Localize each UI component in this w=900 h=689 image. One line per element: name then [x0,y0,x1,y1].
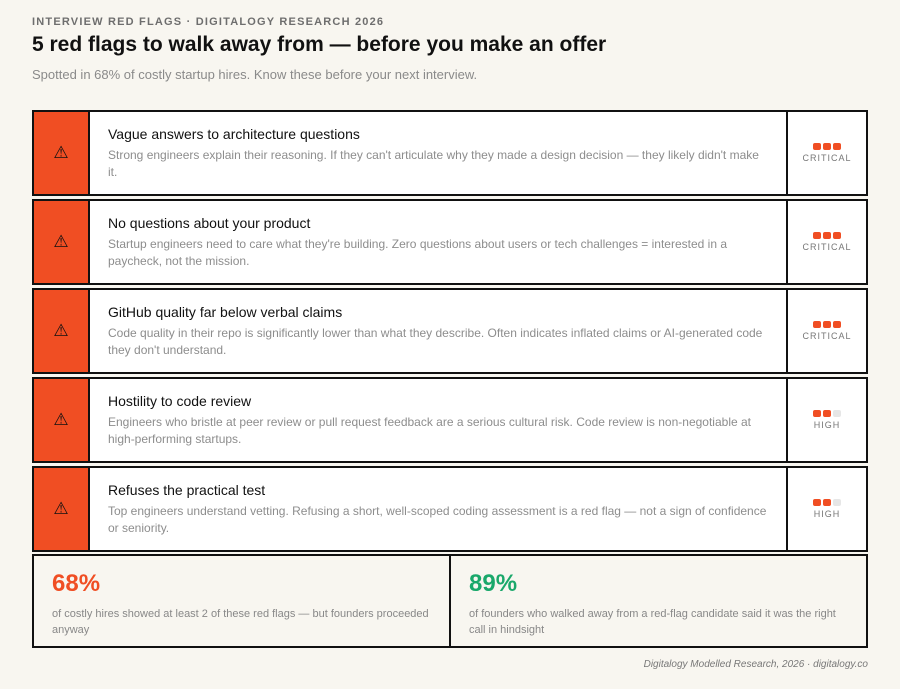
severity-label: HIGH [813,509,841,519]
severity-dot [833,499,841,506]
severity-dot [833,143,841,150]
flag-content [90,290,788,372]
flag-title: Refuses the practical test [108,482,266,498]
severity-dots [813,410,841,417]
severity-dot [823,410,831,417]
eyebrow: INTERVIEW RED FLAGS · DIGITALOGY RESEARCH 2026 [32,16,385,28]
severity-dot [823,143,831,150]
severity-dot [813,232,821,239]
severity-dot [833,321,841,328]
flag-description: Top engineers understand vetting. Refusing a short, well-scoped coding assessment is a red flag — not a sign of confidence or seniority. [108,504,767,535]
severity-dot [813,410,821,417]
warning-icon: ⚠ [34,468,90,550]
warning-icon: ⚠ [34,112,90,194]
severity-indicator [788,112,866,194]
severity-dot [823,499,831,506]
severity-label: CRITICAL [802,331,852,341]
severity-dot [813,321,821,328]
stat-description: of founders who walked away from a red-flag candidate said it was the right call in hindsight [469,608,836,636]
severity-indicator [788,290,866,372]
stat-description: of costly hires showed at least 2 of these red flags — but founders proceeded anyway [52,608,429,636]
severity-label: HIGH [813,420,841,430]
severity-dots [813,499,841,506]
severity-dots [813,143,841,150]
flag-title: GitHub quality far below verbal claims [108,304,343,320]
flag-title: Vague answers to architecture questions [108,126,360,142]
flag-card [32,199,868,285]
stats-panel [32,554,868,648]
severity-dot [833,232,841,239]
flag-title: Hostility to code review [108,393,252,409]
red-flag-list [32,110,868,555]
severity-dot [823,321,831,328]
flag-description: Engineers who bristle at peer review or pull request feedback are a serious cultural risk. Code review is non-negotiable at high-performing startups. [108,415,752,446]
flag-content [90,468,788,550]
stat-value: 89% [469,570,518,597]
page-subtitle: Spotted in 68% of costly startup hires. Know these before your next interview. [32,67,478,82]
warning-icon: ⚠ [34,379,90,461]
severity-indicator [788,201,866,283]
severity-dots [813,321,841,328]
flag-description: Code quality in their repo is significantly lower than what they describe. Often indicates inflated claims or AI-generated code they don't understand. [108,326,763,357]
warning-icon: ⚠ [34,201,90,283]
severity-dot [813,143,821,150]
severity-label: CRITICAL [802,153,852,163]
severity-label: CRITICAL [802,242,852,252]
stat-value: 68% [52,570,101,597]
page-title: 5 red flags to walk away from — before you make an offer [32,33,607,56]
flag-content [90,112,788,194]
flag-card [32,377,868,463]
flag-description: Startup engineers need to care what they're building. Zero questions about users or tech challenges = interested in a paycheck, not the mission. [108,237,728,268]
severity-indicator [788,468,866,550]
severity-dot [813,499,821,506]
severity-dots [813,232,841,239]
flag-card [32,466,868,552]
warning-icon: ⚠ [34,290,90,372]
flag-description: Strong engineers explain their reasoning. If they can't articulate why they made a design decision — they likely didn't make it. [108,148,759,179]
severity-dot [823,232,831,239]
flag-card [32,288,868,374]
flag-title: No questions about your product [108,215,311,231]
severity-indicator [788,379,866,461]
stat-block [34,556,449,646]
flag-card [32,110,868,196]
severity-dot [833,410,841,417]
flag-content [90,201,788,283]
flag-content [90,379,788,461]
stat-block [449,556,866,646]
source-footer: Digitalogy Modelled Research, 2026 · digitalogy.co [643,659,868,670]
